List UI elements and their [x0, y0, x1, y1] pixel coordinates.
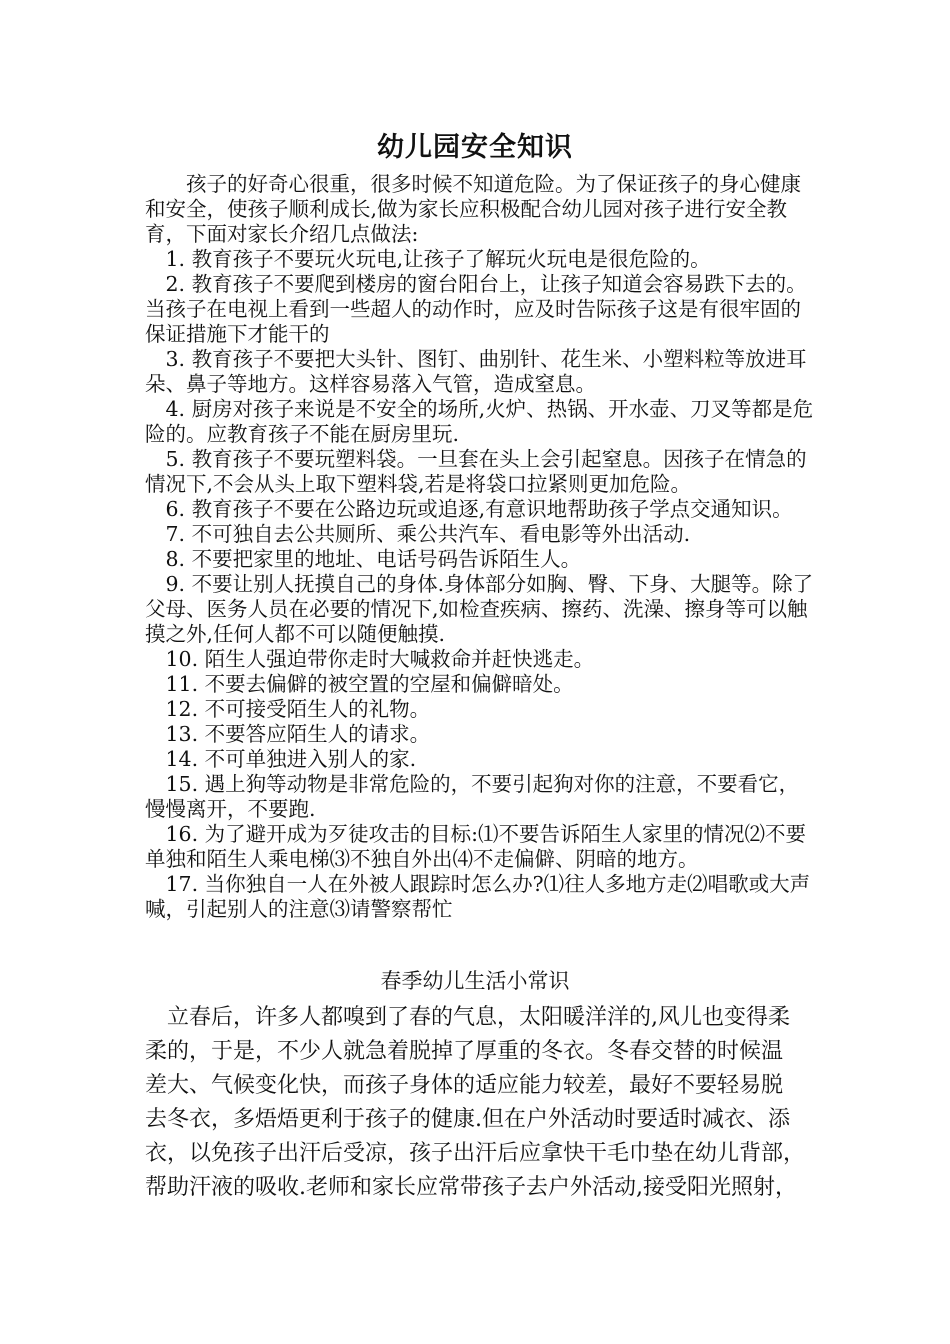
safety-item-2: 2. 教育孩子不要爬到楼房的窗台阳台上，让孩子知道会容易跌下去的。当孩子在电视上看到一些超人的动作时，应及时告际孩子这是有很牢固的保证措施下才能干的	[145, 272, 807, 346]
safety-item-10: 10. 陌生人强迫带你走时大喊救命并赶快逃走。	[165, 647, 595, 671]
safety-item-4: 4. 厨房对孩子来说是不安全的场所,火炉、热锅、开水壶、刀叉等都是危险的。应教育孩子不能在厨房里玩.	[145, 397, 814, 446]
page-title: 幼儿园安全知识	[377, 132, 573, 163]
safety-item-15: 15. 遇上狗等动物是非常危险的，不要引起狗对你的注意，不要看它，慢慢离开，不要跑.	[145, 772, 800, 821]
safety-item-14: 14. 不可单独进入别人的家.	[165, 747, 417, 771]
spring-line-4: 去冬衣，多焐焐更利于孩子的健康.但在户外活动时要适时减衣、添	[145, 1107, 790, 1132]
safety-item-7: 7. 不可独自去公共厕所、乘公共汽车、看电影等外出活动.	[165, 522, 691, 546]
spring-line-5: 衣，以免孩子出汗后受凉，孩子出汗后应拿快干毛巾垫在幼儿背部，	[145, 1141, 806, 1166]
intro-paragraph: 孩子的好奇心很重，很多时候不知道危险。为了保证孩子的身心健康和安全，使孩子顺利成长,做为家长应积极配合幼儿园对孩子进行安全教育，下面对家长介绍几点做法:	[145, 172, 801, 246]
safety-item-5: 5. 教育孩子不要玩塑料袋。一旦套在头上会引起窒息。因孩子在情急的情况下,不会从头上取下塑料袋,若是将袋口拉紧则更加危险。	[145, 447, 807, 496]
safety-item-11: 11. 不要去偏僻的被空置的空屋和偏僻暗处。	[165, 672, 574, 696]
safety-item-6: 6. 教育孩子不要在公路边玩或追逐,有意识地帮助孩子学点交通知识。	[165, 497, 793, 521]
spring-line-1: 立春后，许多人都嗅到了春的气息，太阳暖洋洋的,风儿也变得柔	[167, 1005, 790, 1030]
safety-item-12: 12. 不可接受陌生人的礼物。	[165, 697, 431, 721]
safety-item-3: 3. 教育孩子不要把大头针、图钉、曲别针、花生米、小塑料粒等放进耳朵、鼻子等地方。这样容易落入气管，造成窒息。	[145, 347, 807, 396]
safety-section	[145, 172, 815, 922]
spring-line-6: 帮助汗液的吸收.老师和家长应常带孩子去户外活动,接受阳光照射，	[145, 1175, 797, 1200]
safety-item-1: 1. 教育孩子不要玩火玩电,让孩子了解玩火玩电是很危险的。	[165, 247, 711, 271]
safety-item-9: 9. 不要让别人抚摸自己的身体.身体部分如胸、臀、下身、大腿等。除了父母、医务人员在必要的情况下,如检查疾病、擦药、洗澡、擦身等可以触摸之外,任何人都不可以随便触摸.	[145, 572, 814, 646]
spring-text	[145, 1001, 815, 1205]
spring-paragraph	[145, 1001, 815, 1205]
safety-item-17: 17. 当你独自一人在外被人跟踪时怎么办?⑴往人多地方走⑵唱歌或大声喊，引起别人的注意⑶请警察帮忙	[145, 872, 811, 921]
safety-item-16: 16. 为了避开成为歹徒攻击的目标:⑴不要告诉陌生人家里的情况⑵不要单独和陌生人乘电梯⑶不独自外出⑷不走偏僻、阴暗的地方。	[145, 822, 807, 871]
safety-item-8: 8. 不要把家里的地址、电话号码告诉陌生人。	[165, 547, 582, 571]
section-subtitle: 春季幼儿生活小常识	[380, 969, 570, 993]
spring-line-2: 柔的，于是，不少人就急着脱掉了厚重的冬衣。冬春交替的时候温	[145, 1039, 784, 1064]
spring-line-3: 差大、气候变化快，而孩子身体的适应能力较差，最好不要轻易脱	[145, 1073, 784, 1098]
safety-item-13: 13. 不要答应陌生人的请求。	[165, 722, 431, 746]
